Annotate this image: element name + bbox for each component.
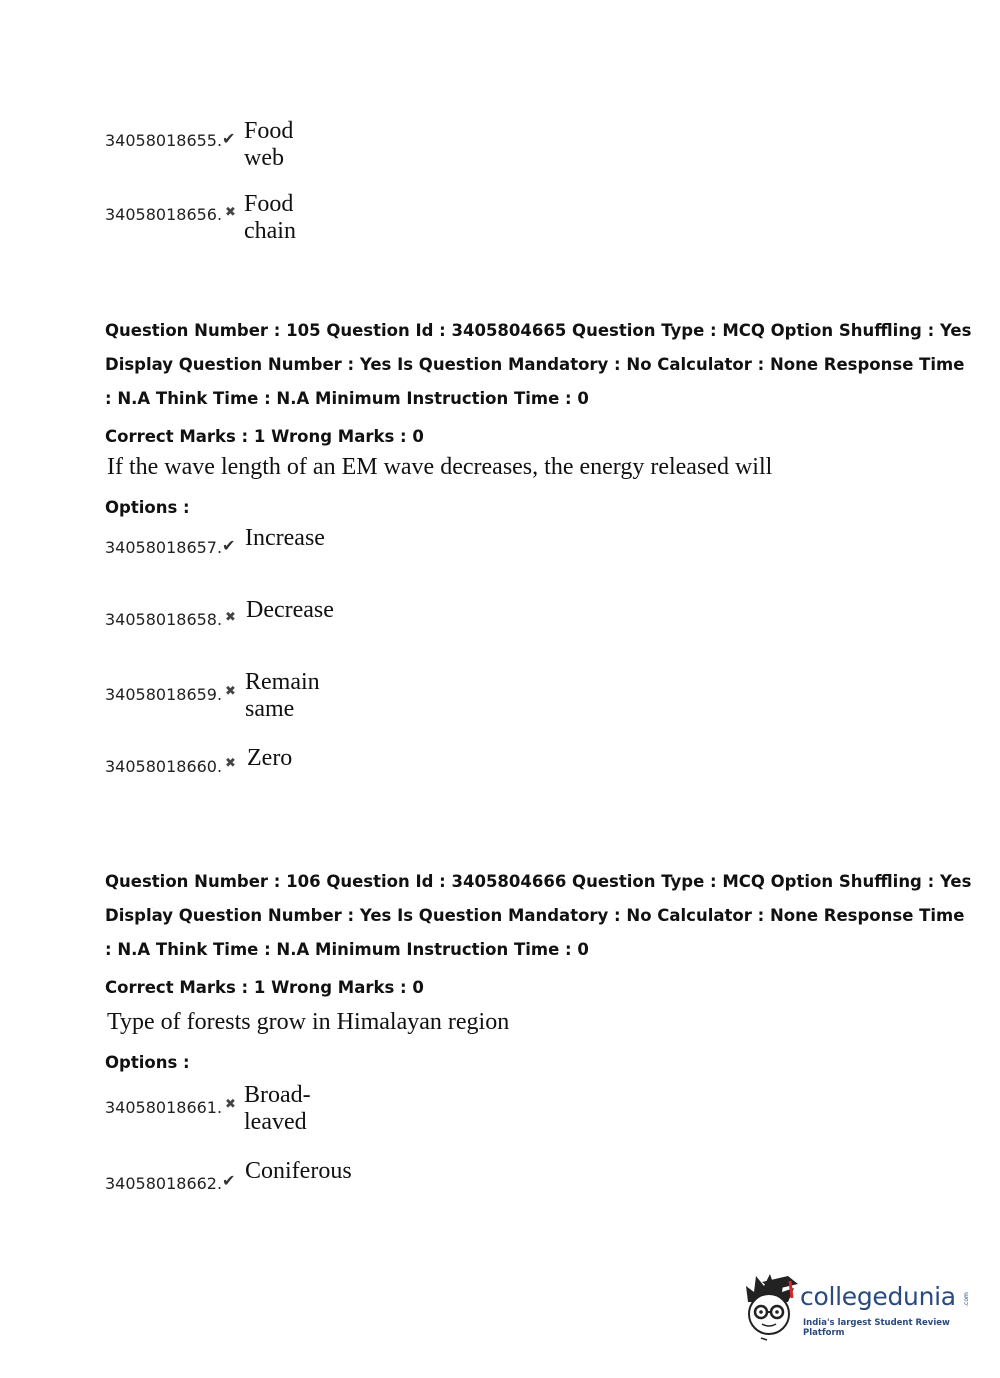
cross-icon: ✖ [225, 205, 236, 220]
option-id: 34058018662. [105, 1174, 223, 1193]
option-id: 34058018659. [105, 685, 223, 704]
question-meta-line: Question Number : 106 Question Id : 3405804666 Question Type : MCQ Option Shuffling : Yes [105, 872, 972, 891]
question-text: Type of forests grow in Himalayan region [107, 1009, 510, 1035]
option-text: Zero [247, 745, 293, 771]
options-label: Options : [105, 498, 190, 517]
option-id: 34058018657. [105, 538, 223, 557]
options-label: Options : [105, 1053, 190, 1072]
option-text: Broad-leaved [244, 1082, 311, 1135]
option-text: Food chain [244, 191, 296, 244]
option-text: Increase [245, 525, 325, 551]
question-marks: Correct Marks : 1 Wrong Marks : 0 [105, 978, 424, 997]
question-text: If the wave length of an EM wave decreases, the energy released will [107, 454, 773, 480]
check-icon: ✔ [222, 129, 236, 148]
option-text: Decrease [246, 597, 334, 623]
question-meta-line: : N.A Think Time : N.A Minimum Instruction Time : 0 [105, 940, 589, 959]
option-id: 34058018656. [105, 205, 223, 224]
option-text: Remain same [245, 669, 320, 722]
option-text: Coniferous [245, 1158, 352, 1184]
question-meta-line: Display Question Number : Yes Is Question Mandatory : No Calculator : None Response Time [105, 906, 965, 925]
cross-icon: ✖ [225, 684, 236, 699]
check-icon: ✔ [222, 1171, 236, 1190]
mascot-icon [742, 1272, 800, 1342]
question-marks: Correct Marks : 1 Wrong Marks : 0 [105, 427, 424, 446]
option-id: 34058018655. [105, 131, 223, 150]
cross-icon: ✖ [225, 756, 236, 771]
option-id: 34058018660. [105, 757, 223, 776]
question-meta-line: Question Number : 105 Question Id : 3405804665 Question Type : MCQ Option Shuffling : Yes [105, 321, 972, 340]
cross-icon: ✖ [225, 610, 236, 625]
cross-icon: ✖ [225, 1097, 236, 1112]
collegedunia-logo [742, 1272, 972, 1342]
check-icon: ✔ [222, 536, 236, 555]
question-meta-line: : N.A Think Time : N.A Minimum Instruction Time : 0 [105, 389, 589, 408]
option-text: Food web [244, 118, 294, 171]
option-id: 34058018658. [105, 610, 223, 629]
logo-com: .com [962, 1292, 970, 1307]
logo-name: collegedunia [800, 1282, 956, 1311]
logo-tagline: India's largest Student Review Platform [803, 1318, 950, 1338]
option-id: 34058018661. [105, 1098, 223, 1117]
question-meta-line: Display Question Number : Yes Is Question Mandatory : No Calculator : None Response Time [105, 355, 965, 374]
